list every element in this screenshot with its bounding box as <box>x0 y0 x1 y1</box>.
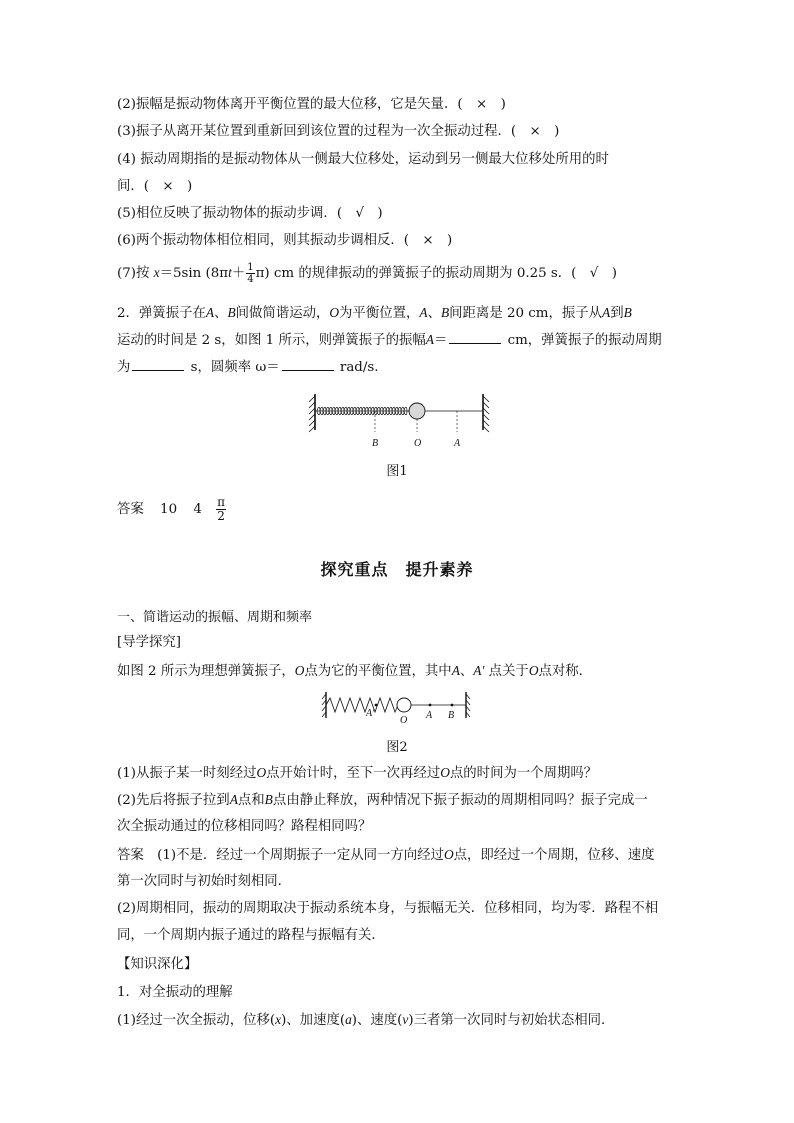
left-wall <box>309 394 315 432</box>
guide-sep: 、 <box>459 664 474 679</box>
answer-text: (1)不是．经过一个周期振子一定从同一方向经过 <box>143 848 444 863</box>
guide-text-part: 点为它的平衡位置，其中 <box>304 664 452 679</box>
guide-text-part: 点对称． <box>538 664 593 679</box>
knowledge-text: )三者第一次同时与初始状态相同． <box>408 1013 615 1028</box>
item7-fraction <box>246 262 254 285</box>
section-title: 探究重点 提升素养 <box>320 560 474 579</box>
q2-text: cm，弹簧振子的振动周期 <box>503 333 662 348</box>
figure-2-caption: 图2 <box>386 740 408 755</box>
q2-line2 <box>117 331 662 350</box>
period-blank[interactable] <box>132 358 184 371</box>
fig2-point-A-prime <box>375 704 378 707</box>
knowledge-1-title: 1．对全振动的理解 <box>117 985 233 1000</box>
q2-text: rad/s. <box>335 360 379 375</box>
question-var-B: B <box>264 792 273 807</box>
fig2-point-B <box>451 704 454 707</box>
knowledge-var-x: x <box>275 1012 282 1027</box>
q2-var-A: A <box>205 305 215 320</box>
knowledge-text: (1)经过一次全振动，位移( <box>117 1013 276 1028</box>
knowledge-tag: 【知识深化】 <box>117 957 198 972</box>
q2-var-O: O <box>329 305 340 320</box>
item7-frac-den: 4 <box>247 274 254 285</box>
question-2-cont: 次全振动通过的位移相同吗？路程相同吗？ <box>117 819 372 834</box>
fig2-ball <box>397 698 411 712</box>
judgment-item-5: (5)相位反映了振动物体的振动步调．( √ ) <box>117 206 383 221</box>
answer-var-O: O <box>443 847 454 862</box>
q2-var-A: A <box>425 332 434 347</box>
q2-text: 2．弹簧振子在 <box>117 306 206 321</box>
judgment-item-3: (3)振子从离开某位置到重新回到该位置的过程为一次全振动过程．( × ) <box>117 124 560 139</box>
fig1-label-O: O <box>414 438 422 449</box>
answer-2-line-1 <box>117 846 654 865</box>
guide-var-O: O <box>294 663 305 678</box>
judgment-item-4: (4) 振动周期指的是振动物体从一侧最大位移处，运动到另一侧最大位移处所用的时 <box>117 152 609 167</box>
fig2-right-wall <box>466 692 470 718</box>
guide-var-O: O <box>528 663 539 678</box>
question-var-A: A <box>229 792 238 807</box>
question-text: 点由静止释放，两种情况下振子振动的周期相同吗？振子完成一 <box>272 793 648 808</box>
figure-2-spring-oscillator <box>320 690 472 726</box>
item7-var-x: x <box>153 265 160 280</box>
right-wall <box>483 394 489 432</box>
figure-1-caption: 图1 <box>386 464 408 479</box>
answer-1 <box>117 496 227 523</box>
subsection-heading: 一、简谐运动的振幅、周期和频率 <box>117 610 313 625</box>
knowledge-text: )、加速度( <box>281 1013 346 1028</box>
item7-eq-start: ＝5sin (8π <box>159 266 229 281</box>
q2-var-B: B <box>440 305 450 320</box>
fig1-label-B: B <box>372 438 379 449</box>
question-1 <box>117 764 597 783</box>
q2-line3 <box>117 358 379 377</box>
guide-text-part: 如图 2 所示为理想弹簧振子， <box>117 664 295 679</box>
angular-frequency-blank[interactable] <box>282 358 334 371</box>
question-text: (2)先后将振子拉到 <box>117 793 230 808</box>
question-var-O: O <box>256 765 267 780</box>
guide-text-part: 点关于 <box>484 664 529 679</box>
knowledge-var-v: v <box>402 1012 409 1027</box>
item7-frac-num: 1 <box>247 262 254 273</box>
judgment-item-2: (2)振幅是振动物体离开平衡位置的最大位移，它是矢量．( × ) <box>117 97 506 112</box>
answer-2-line-3: (2)周期相同，振动的周期取决于振动系统本身，与振幅无关．位移相同，均为零．路程不相 <box>117 901 659 916</box>
answer-1-amplitude: 10 <box>160 502 178 517</box>
fig2-spring <box>326 698 398 712</box>
question-text: 点和 <box>237 793 265 808</box>
guide-var-A: A <box>451 663 460 678</box>
guide-text <box>117 662 592 681</box>
question-text: (1)从振子某一时刻经过 <box>117 766 257 781</box>
knowledge-1-line <box>117 1011 614 1030</box>
q2-var-A: A <box>602 305 611 320</box>
guide-var-A-prime: A′ <box>473 663 485 678</box>
answer-2-label: 答案 <box>117 848 144 863</box>
q2-sep: 、 <box>427 306 441 321</box>
answer-1-period: 4 <box>193 502 202 517</box>
question-2 <box>117 791 648 810</box>
q2-var-B: B <box>623 305 632 320</box>
q2-text: 运动的时间是 2 s，如图 1 所示，则弹簧振子的振幅 <box>117 333 426 348</box>
q2-line1 <box>117 304 632 323</box>
answer-1-label: 答案 <box>117 502 144 517</box>
oscillator-ball <box>409 403 425 419</box>
item7-prefix: (7)按 <box>117 266 154 281</box>
fig2-left-wall <box>322 692 326 718</box>
judgment-item-7 <box>117 262 617 285</box>
fig2-point-A <box>429 704 432 707</box>
q2-text: 为平衡位置， <box>339 306 420 321</box>
q2-text: 到 <box>610 306 624 321</box>
q2-sep: 、 <box>214 306 228 321</box>
item7-var-t: t <box>228 265 232 280</box>
fig2-label-O: O <box>400 715 408 726</box>
q2-text: 为 <box>117 360 131 375</box>
item7-eq-end: π) cm 的规律振动的弹簧振子的振动周期为 0.25 s．( √ ) <box>255 266 617 281</box>
q2-text: 间距离是 20 cm，振子从 <box>449 306 603 321</box>
question-text: 点开始计时，至下一次再经过 <box>266 766 441 781</box>
guide-tag: [导学探究] <box>117 635 182 650</box>
answer-2-line-2: 第一次同时与初始时刻相同． <box>117 874 292 889</box>
fig2-label-A: A <box>426 710 433 721</box>
q2-var-A: A <box>419 305 428 320</box>
question-text: 点的时间为一个周期吗？ <box>449 766 598 781</box>
q2-text: ＝ <box>433 333 448 348</box>
answer-2-line-4: 同，一个周期内振子通过的路程与振幅有关． <box>117 928 385 943</box>
question-var-O: O <box>440 765 450 780</box>
fig1-label-A: A <box>454 438 461 449</box>
item7-plus: ＋ <box>231 266 246 281</box>
answer-1-frac-num: π <box>217 495 226 509</box>
figure-1-spring-oscillator <box>305 392 495 450</box>
answer-1-omega <box>216 496 226 523</box>
fig2-label-A-prime: A′ <box>366 708 375 719</box>
q2-text: 间做简谐运动， <box>235 306 330 321</box>
fig2-label-B: B <box>448 710 455 721</box>
answer-1-frac-den: 2 <box>217 509 225 523</box>
answer-text: 点，即经过一个周期，位移、速度 <box>453 848 655 863</box>
knowledge-text: )、速度( <box>351 1013 403 1028</box>
q2-var-B: B <box>227 305 236 320</box>
knowledge-var-a: a <box>345 1012 352 1027</box>
amplitude-blank[interactable] <box>449 331 501 344</box>
judgment-item-6: (6)两个振动物体相位相同，则其振动步调相反．( × ) <box>117 233 453 248</box>
q2-text: s，圆频率 ω＝ <box>186 360 280 375</box>
judgment-item-4-cont: 间．( × ) <box>117 179 193 194</box>
